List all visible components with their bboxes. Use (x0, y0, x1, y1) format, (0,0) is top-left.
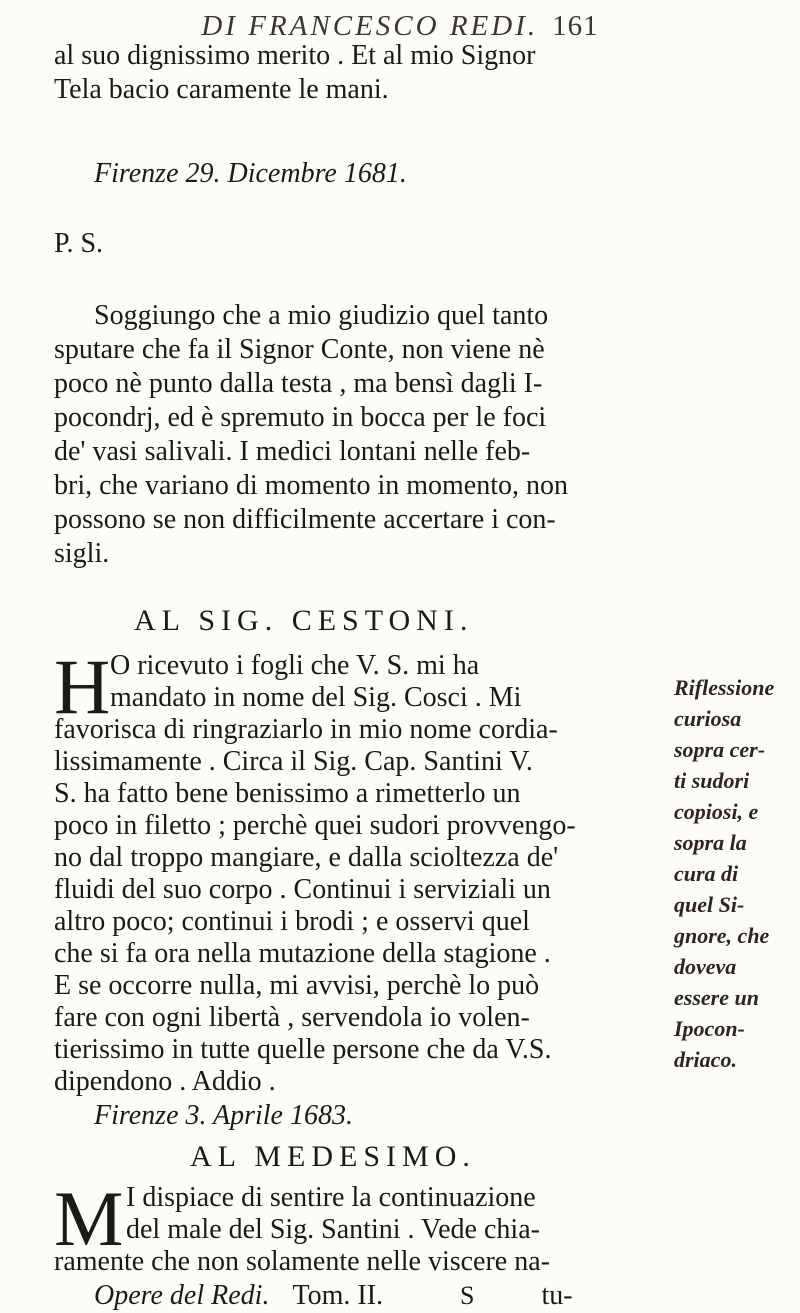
letter-line: fare con ogni libertà , servendola io volen- (54, 1002, 530, 1033)
catchword: tu- (541, 1280, 573, 1311)
letter-line: no dal troppo mangiare, e dalla scioltezza de' (54, 842, 559, 873)
letter-line: favorisca di ringraziarlo in mio nome cordia- (54, 714, 558, 745)
postscript-label: P. S. (54, 228, 104, 259)
intro-line: al suo dignissimo merito . Et al mio Signor (54, 40, 536, 71)
letter-line: E se occorre nulla, mi avvisi, perchè lo può (54, 970, 540, 1001)
running-title: DI FRANCESCO REDI. (201, 10, 539, 42)
margin-note-line: essere un (674, 985, 759, 1010)
margin-note-line: Ipocon- (674, 1016, 745, 1041)
postscript-line: Soggiungo che a mio giudizio quel tanto (94, 300, 549, 331)
intro-line: Tela bacio caramente le mani. (54, 74, 389, 105)
drop-cap: M (54, 1175, 124, 1262)
drop-cap: H (54, 643, 111, 730)
letter-line: lissimamente . Circa il Sig. Cap. Santini V. (54, 746, 533, 777)
letter-line: del male del Sig. Santini . Vede chia- (126, 1214, 540, 1245)
postscript-line: possono se non difficilmente accertare i con- (54, 504, 556, 535)
margin-note-line: doveva (674, 954, 737, 979)
postscript-line: de' vasi salivali. I medici lontani nelle feb- (54, 436, 531, 467)
postscript-line: sputare che fa il Signor Conte, non viene nè (54, 334, 545, 365)
postscript-line: pocondrj, ed è spremuto in bocca per le foci (54, 402, 547, 433)
margin-note-line: sopra cer- (674, 737, 766, 762)
page-number: 161 (552, 10, 599, 42)
postscript-line: sigli. (54, 538, 110, 569)
footer-line (94, 1280, 573, 1312)
letter-line: altro poco; continui i brodi ; e osservi quel (54, 906, 530, 937)
letter-line: S. ha fatto bene benissimo a rimetterlo un (54, 778, 521, 809)
letter-line: dipendono . Addio . (54, 1066, 276, 1097)
postscript-line: poco nè punto dalla testa , ma bensì dagli I- (54, 368, 543, 399)
letter-line: che si fa ora nella mutazione della stagione . (54, 938, 551, 969)
letter-line: ramente che non solamente nelle viscere na- (54, 1246, 550, 1277)
postscript-line: bri, che variano di momento in momento, non (54, 470, 569, 501)
margin-note-line: gnore, che (674, 923, 770, 948)
letter-line: fluidi del suo corpo . Continui i serviziali un (54, 874, 551, 905)
margin-note-line: sopra la (674, 830, 747, 855)
work-title: Opere del Redi. (94, 1280, 270, 1311)
signature-mark: S (460, 1281, 475, 1310)
margin-note-line: driaco. (674, 1047, 737, 1072)
letter-line: poco in filetto ; perchè quei sudori provvengo- (54, 810, 576, 841)
letter-line: I dispiace di sentire la continuazione (126, 1182, 536, 1213)
margin-note-line: curiosa (674, 706, 742, 731)
volume-label: Tom. II. (292, 1280, 384, 1311)
margin-note-line: Riflessione (674, 675, 775, 700)
dateline: Firenze 3. Aprile 1683. (94, 1100, 353, 1131)
running-header (0, 10, 800, 43)
margin-note-line: copiosi, e (674, 799, 759, 824)
letter-heading: AL SIG. CESTONI. (134, 604, 474, 637)
dateline: Firenze 29. Dicembre 1681. (94, 158, 407, 189)
margin-note-line: quel Si- (674, 892, 745, 917)
margin-note (674, 672, 798, 1075)
letter-line: mandato in nome del Sig. Cosci . Mi (110, 682, 522, 713)
margin-note-line: cura di (674, 861, 739, 886)
margin-note-line: ti sudori (674, 768, 750, 793)
letter-line: O ricevuto i fogli che V. S. mi ha (110, 650, 480, 681)
letter-heading: AL MEDESIMO. (190, 1140, 476, 1173)
letter-line: tierissimo in tutte quelle persone che da V.S. (54, 1034, 552, 1065)
